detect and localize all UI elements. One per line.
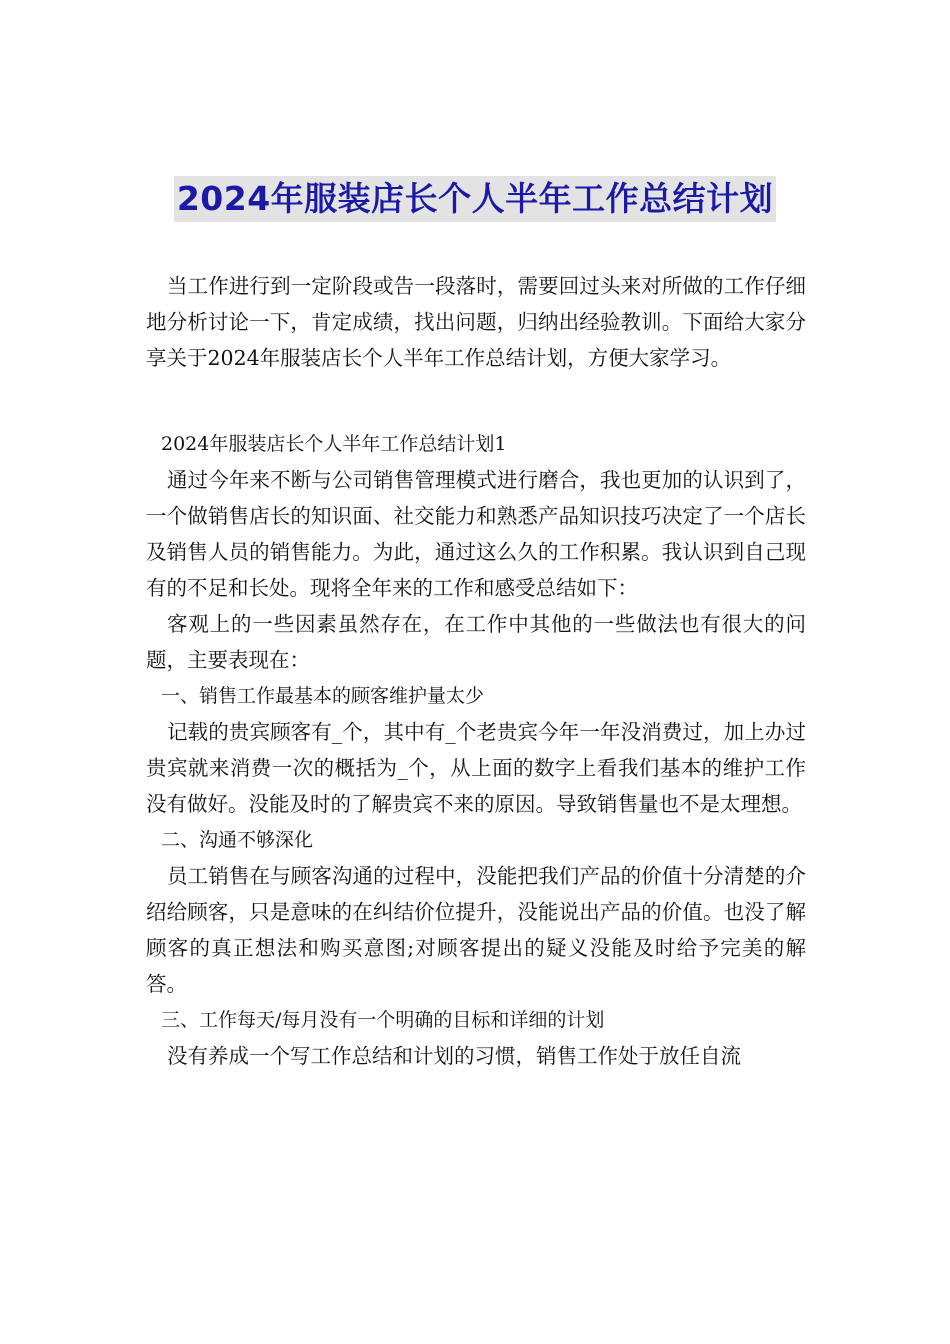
document-body (146, 268, 806, 1074)
subheading-2: 二、沟通不够深化 (161, 829, 314, 851)
body-paragraph: 客观上的一些因素虽然存在，在工作中其他的一些做法也有很大的问题，主要表现在： (146, 612, 806, 672)
intro-paragraph: 当工作进行到一定阶段或告一段落时，需要回过头来对所做的工作仔细地分析讨论一下，肯定成绩，找出问题，归纳出经验教训。下面给大家分享关于2024年服装店长个人半年工作总结计划，方便大家学习。 (146, 274, 806, 370)
title-container (0, 176, 950, 222)
spacer (146, 376, 806, 426)
document-title: 2024年服装店长个人半年工作总结计划 (174, 176, 776, 222)
body-paragraph: 记载的贵宾顾客有_个，其中有_个老贵宾今年一年没消费过，加上办过贵宾就来消费一次的概括为_个，从上面的数字上看我们基本的维护工作没有做好。没能及时的了解贵宾不来的原因。导致销售量也不是太理想。 (146, 720, 806, 816)
body-paragraph: 员工销售在与顾客沟通的过程中，没能把我们产品的价值十分清楚的介绍给顾客，只是意味的在纠结价位提升，没能说出产品的价值。也没了解顾客的真正想法和购买意图;对顾客提出的疑义没能及时给予完美的解答。 (146, 864, 806, 996)
section-heading: 2024年服装店长个人半年工作总结计划1 (161, 433, 507, 455)
body-paragraph: 通过今年来不断与公司销售管理模式进行磨合，我也更加的认识到了，一个做销售店长的知识面、社交能力和熟悉产品知识技巧决定了一个店长及销售人员的销售能力。为此，通过这么久的工作积累。我认识到自己现有的不足和长处。现将全年来的工作和感受总结如下： (146, 468, 806, 600)
body-paragraph: 没有养成一个写工作总结和计划的习惯，销售工作处于放任自流 (167, 1044, 741, 1068)
subheading-3: 三、工作每天/每月没有一个明确的目标和详细的计划 (161, 1009, 605, 1031)
subheading-1: 一、销售工作最基本的顾客维护量太少 (161, 685, 485, 707)
